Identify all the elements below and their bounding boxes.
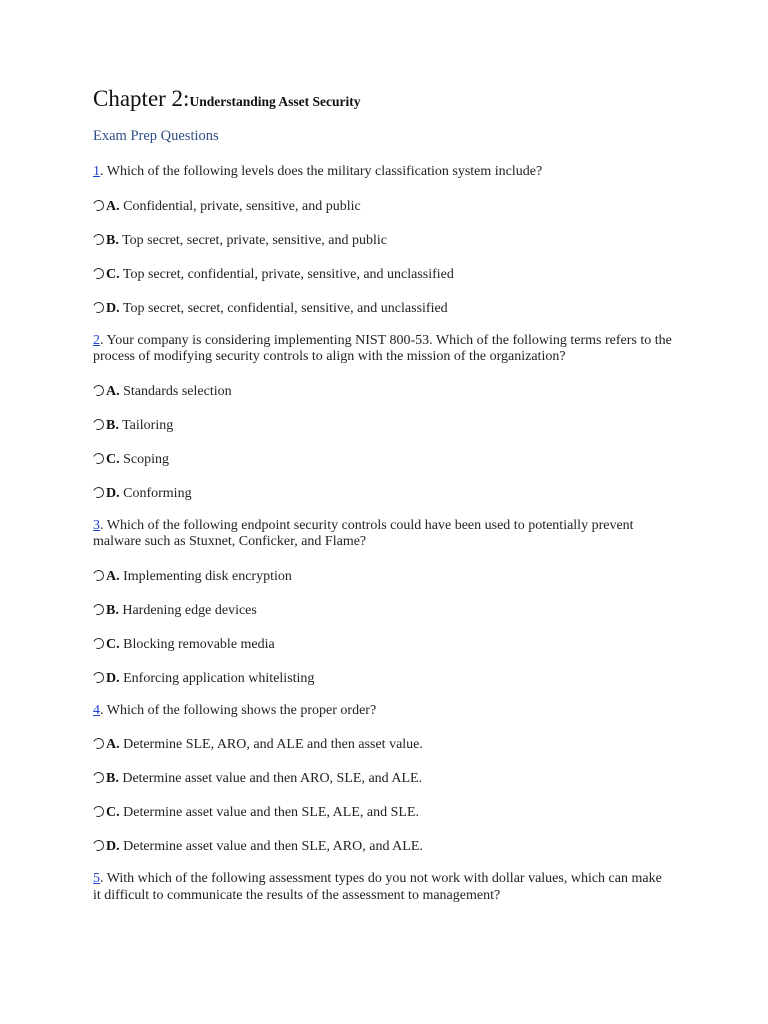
- option-text: Implementing disk encryption: [119, 568, 292, 584]
- answer-option[interactable]: [93, 838, 673, 855]
- question-number-link[interactable]: 1: [93, 164, 100, 179]
- option-text: Standards selection: [119, 383, 232, 399]
- radio-circle-icon[interactable]: [91, 602, 105, 616]
- option-letter: D.: [106, 670, 120, 686]
- answer-option[interactable]: [93, 300, 673, 317]
- answer-option[interactable]: [93, 485, 673, 502]
- answer-option[interactable]: [93, 232, 673, 249]
- section-title: Exam Prep Questions: [93, 128, 219, 144]
- answer-option[interactable]: [93, 804, 673, 821]
- radio-circle-icon[interactable]: [91, 383, 105, 397]
- question-1: [93, 164, 673, 181]
- radio-circle-icon[interactable]: [91, 636, 105, 650]
- option-text: Tailoring: [118, 417, 174, 433]
- option-text: Determine SLE, ARO, and ALE and then asset value.: [119, 737, 423, 752]
- question-text: . Which of the following shows the proper order?: [100, 702, 377, 718]
- option-letter: B.: [106, 232, 119, 248]
- answer-option[interactable]: [93, 602, 673, 619]
- question-number-link[interactable]: 5: [93, 871, 100, 886]
- option-text: Determine asset value and then ARO, SLE, and ALE.: [118, 771, 423, 786]
- radio-circle-icon[interactable]: [91, 736, 105, 750]
- option-letter: A.: [106, 568, 120, 584]
- answer-option[interactable]: [93, 198, 673, 215]
- document-page: [93, 86, 673, 904]
- option-text: Hardening edge devices: [118, 602, 257, 618]
- radio-circle-icon[interactable]: [91, 198, 105, 212]
- option-text: Top secret, secret, private, sensitive, and public: [118, 232, 388, 248]
- option-letter: B.: [106, 771, 119, 786]
- answer-option[interactable]: [93, 736, 673, 753]
- answer-option[interactable]: [93, 383, 673, 400]
- radio-circle-icon[interactable]: [91, 300, 105, 314]
- option-text: Determine asset value and then SLE, ALE, and SLE.: [119, 805, 419, 820]
- option-text: Top secret, confidential, private, sensitive, and unclassified: [119, 266, 454, 282]
- answer-option[interactable]: [93, 670, 673, 687]
- option-letter: C.: [106, 636, 120, 652]
- option-letter: C.: [106, 266, 120, 282]
- option-letter: C.: [106, 451, 120, 467]
- question-number-link[interactable]: 3: [93, 517, 100, 533]
- answer-option[interactable]: [93, 266, 673, 283]
- option-text: Top secret, secret, confidential, sensitive, and unclassified: [119, 300, 448, 316]
- radio-circle-icon[interactable]: [91, 568, 105, 582]
- option-text: Scoping: [119, 451, 170, 467]
- question-number-link[interactable]: 4: [93, 702, 100, 718]
- chapter-heading: [93, 86, 673, 118]
- question-number-link[interactable]: 2: [93, 332, 100, 348]
- radio-circle-icon[interactable]: [91, 804, 105, 818]
- radio-circle-icon[interactable]: [91, 266, 105, 280]
- chapter-subtitle: Understanding Asset Security: [189, 94, 361, 109]
- option-text: Blocking removable media: [119, 636, 275, 652]
- option-text: Determine asset value and then SLE, ARO, and ALE.: [119, 839, 423, 854]
- option-letter: A.: [106, 198, 120, 214]
- question-text: . Your company is considering implementing NIST 800-53. Which of the following terms refers to the process of modifying security controls to align with the mission of the organization?: [93, 332, 672, 364]
- question-3: [93, 518, 673, 551]
- option-letter: A.: [106, 383, 120, 399]
- question-5: [93, 871, 673, 904]
- chapter-title: Chapter 2:: [93, 86, 190, 111]
- radio-circle-icon[interactable]: [91, 451, 105, 465]
- option-letter: D.: [106, 839, 120, 854]
- question-text: . Which of the following endpoint security controls could have been used to potentially prevent malware such as Stuxnet, Conficker, and Flame?: [93, 517, 634, 549]
- option-text: Conforming: [119, 485, 192, 501]
- radio-circle-icon[interactable]: [91, 838, 105, 852]
- radio-circle-icon[interactable]: [91, 485, 105, 499]
- option-letter: A.: [106, 737, 120, 752]
- answer-option[interactable]: [93, 770, 673, 787]
- question-text: . With which of the following assessment types do you not work with dollar values, which can make it difficult to communicate the results of the assessment to management?: [93, 871, 662, 903]
- question-text: . Which of the following levels does the military classification system include?: [100, 164, 543, 179]
- option-letter: D.: [106, 300, 120, 316]
- radio-circle-icon[interactable]: [91, 417, 105, 431]
- answer-option[interactable]: [93, 417, 673, 434]
- question-4: [93, 703, 673, 720]
- radio-circle-icon[interactable]: [91, 232, 105, 246]
- radio-circle-icon[interactable]: [91, 770, 105, 784]
- question-list: [93, 164, 673, 904]
- radio-circle-icon[interactable]: [91, 670, 105, 684]
- answer-option[interactable]: [93, 636, 673, 653]
- question-2: [93, 333, 673, 366]
- option-letter: C.: [106, 805, 120, 820]
- option-text: Enforcing application whitelisting: [119, 670, 315, 686]
- option-letter: B.: [106, 602, 119, 618]
- option-letter: B.: [106, 417, 119, 433]
- option-text: Confidential, private, sensitive, and public: [119, 198, 361, 214]
- answer-option[interactable]: [93, 451, 673, 468]
- option-letter: D.: [106, 485, 120, 501]
- answer-option[interactable]: [93, 568, 673, 585]
